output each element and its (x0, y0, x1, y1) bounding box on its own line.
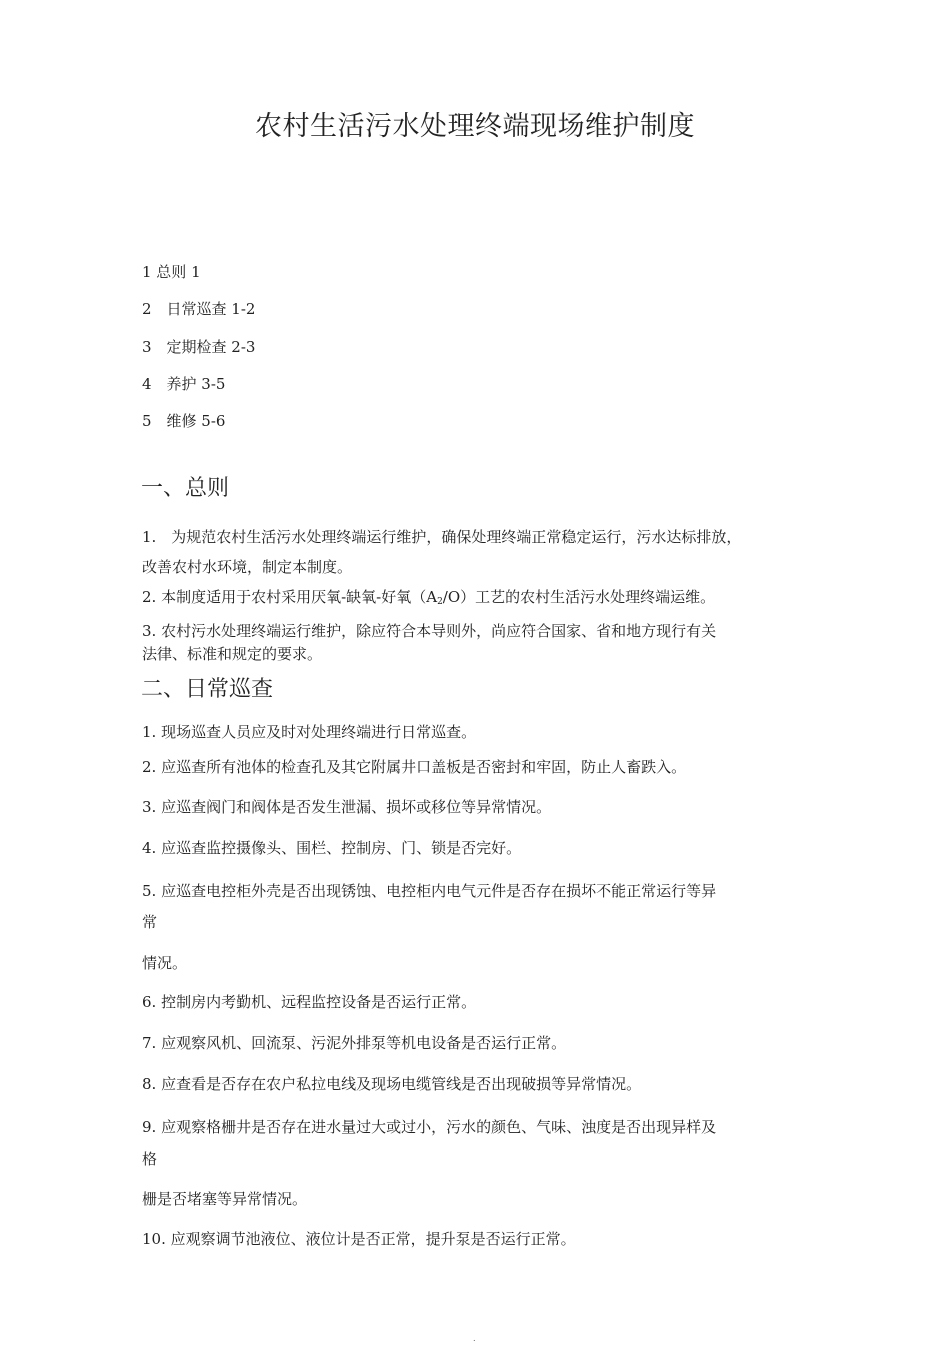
subscript-text: 2 (437, 597, 443, 607)
section-heading-general: 一、总则 (141, 476, 230, 501)
paragraph-text: /O）工艺的农村生活污水处理终端运维。 (442, 588, 716, 606)
list-item: 6. 控制房内考勤机、远程监控设备是否运行正常。 (142, 993, 477, 1011)
list-item: 2. 应巡查所有池体的检查孔及其它附属井口盖板是否密封和牢固，防止人畜跌入。 (142, 758, 687, 776)
section-heading-daily-inspection: 二、日常巡查 (141, 677, 274, 702)
list-item: 情况。 (142, 954, 188, 972)
toc-item-general: 1 总则 1 (142, 263, 201, 281)
list-item: 9. 应观察格栅井是否存在进水量过大或过小，污水的颜色、气味、浊度是否出现异样及 (142, 1118, 717, 1136)
list-item: 格 (142, 1150, 158, 1168)
list-item: 栅是否堵塞等异常情况。 (142, 1190, 308, 1208)
list-item: 4. 应巡查监控摄像头、围栏、控制房、门、锁是否完好。 (142, 839, 522, 857)
paragraph-line: 3. 农村污水处理终端运行维护，除应符合本导则外，尚应符合国家、省和地方现行有关 (142, 622, 717, 640)
list-item: 3. 应巡查阀门和阀体是否发生泄漏、损坏或移位等异常情况。 (142, 798, 552, 816)
paragraph-line: 改善农村水环境，制定本制度。 (142, 558, 353, 576)
list-item: 7. 应观察风机、回流泵、污泥外排泵等机电设备是否运行正常。 (142, 1034, 567, 1052)
paragraph-line: 1. 为规范农村生活污水处理终端运行维护，确保处理终端正常稳定运行，污水达标排放， (142, 528, 742, 546)
list-item: 10. 应观察调节池液位、液位计是否正常，提升泵是否运行正常。 (142, 1230, 576, 1248)
toc-item-daily-inspection: 2 日常巡查 1-2 (142, 300, 256, 318)
toc-item-periodic-check: 3 定期检查 2-3 (142, 338, 256, 356)
list-item: 1. 现场巡查人员应及时对处理终端进行日常巡查。 (142, 723, 477, 741)
list-item: 5. 应巡查电控柜外壳是否出现锈蚀、电控柜内电气元件是否存在损坏不能正常运行等异 (142, 882, 717, 900)
paragraph-text: 2. 本制度适用于农村采用厌氧-缺氧-好氧（A (142, 588, 438, 606)
paragraph-line: 法律、标准和规定的要求。 (142, 645, 323, 663)
toc-item-maintenance: 4 养护 3-5 (142, 375, 226, 393)
page-title: 农村生活污水处理终端现场维护制度 (255, 111, 695, 142)
paragraph-line (142, 588, 715, 608)
footer-mark: . (473, 1334, 476, 1343)
list-item: 8. 应查看是否存在农户私拉电线及现场电缆管线是否出现破损等异常情况。 (142, 1075, 642, 1093)
toc-item-repair: 5 维修 5-6 (142, 412, 226, 430)
list-item: 常 (142, 913, 158, 931)
